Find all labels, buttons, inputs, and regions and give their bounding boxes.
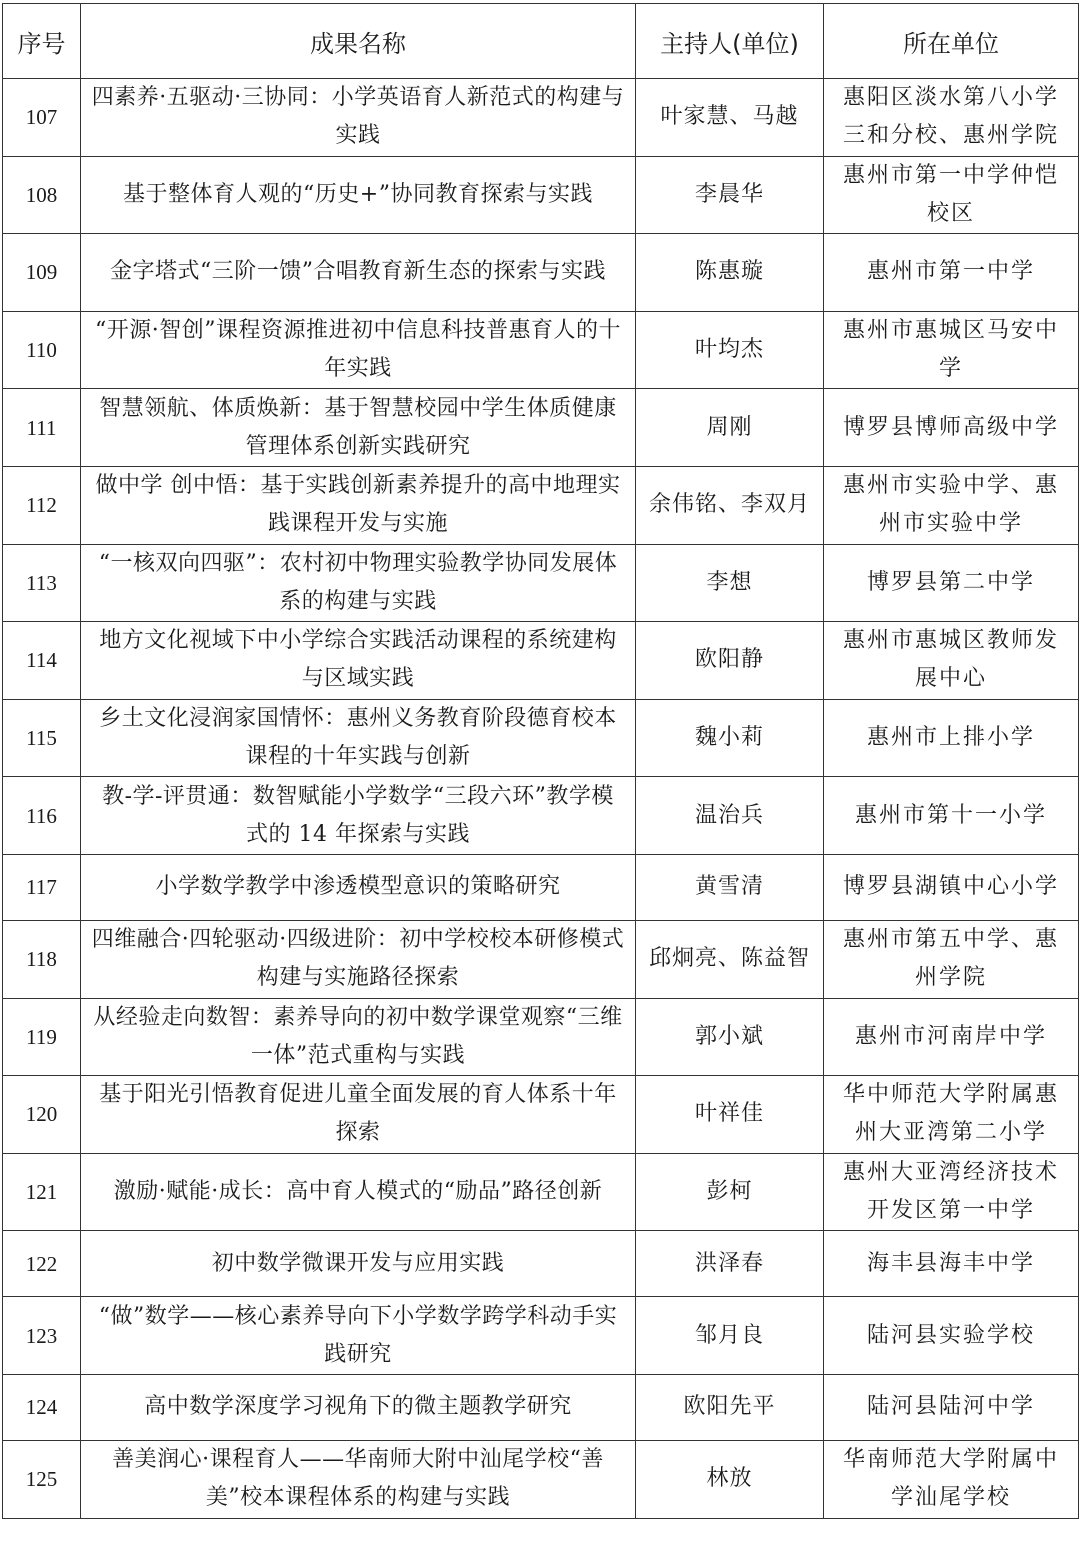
results-table xyxy=(2,3,1079,1519)
table-row xyxy=(3,622,1079,700)
row-number: 107 xyxy=(3,79,81,157)
row-host: 周刚 xyxy=(636,389,824,467)
row-unit: 华南师范大学附属中学汕尾学校 xyxy=(824,1440,1079,1518)
row-unit: 陆河县陆河中学 xyxy=(824,1374,1079,1440)
row-unit: 惠州市惠城区马安中学 xyxy=(824,311,1079,389)
row-title: 基于阳光引悟教育促进儿童全面发展的育人体系十年探索 xyxy=(81,1076,636,1154)
row-number: 121 xyxy=(3,1153,81,1231)
row-unit: 海丰县海丰中学 xyxy=(824,1231,1079,1297)
row-title: 基于整体育人观的“历史+”协同教育探索与实践 xyxy=(81,156,636,234)
table-row xyxy=(3,998,1079,1076)
table-row xyxy=(3,311,1079,389)
row-title: “开源·智创”课程资源推进初中信息科技普惠育人的十年实践 xyxy=(81,311,636,389)
row-host: 李想 xyxy=(636,544,824,622)
row-number: 109 xyxy=(3,234,81,312)
row-unit: 惠州市第五中学、惠州学院 xyxy=(824,920,1079,998)
row-title: 地方文化视域下中小学综合实践活动课程的系统建构与区域实践 xyxy=(81,622,636,700)
row-host: 邱炯亮、陈益智 xyxy=(636,920,824,998)
row-number: 125 xyxy=(3,1440,81,1518)
row-title: 从经验走向数智：素养导向的初中数学课堂观察“三维一体”范式重构与实践 xyxy=(81,998,636,1076)
row-title: 金字塔式“三阶一馈”合唱教育新生态的探索与实践 xyxy=(81,234,636,312)
row-host: 彭柯 xyxy=(636,1153,824,1231)
row-unit: 博罗县博师高级中学 xyxy=(824,389,1079,467)
row-title: 教-学-评贯通：数智赋能小学数学“三段六环”教学模式的 14 年探索与实践 xyxy=(81,777,636,855)
row-title: 四维融合·四轮驱动·四级进阶：初中学校校本研修模式构建与实施路径探索 xyxy=(81,920,636,998)
row-unit: 惠州市上排小学 xyxy=(824,699,1079,777)
table-row xyxy=(3,389,1079,467)
row-unit: 惠阳区淡水第八小学三和分校、惠州学院 xyxy=(824,79,1079,157)
table-row xyxy=(3,234,1079,312)
row-host: 陈惠璇 xyxy=(636,234,824,312)
table-row xyxy=(3,544,1079,622)
header-row xyxy=(3,4,1079,79)
row-title: “一核双向四驱”：农村初中物理实验教学协同发展体系的构建与实践 xyxy=(81,544,636,622)
row-number: 111 xyxy=(3,389,81,467)
row-number: 116 xyxy=(3,777,81,855)
row-host: 郭小斌 xyxy=(636,998,824,1076)
row-number: 120 xyxy=(3,1076,81,1154)
row-title: 智慧领航、体质焕新：基于智慧校园中学生体质健康管理体系创新实践研究 xyxy=(81,389,636,467)
header-number: 序号 xyxy=(3,4,81,79)
row-title: 善美润心·课程育人——华南师大附中汕尾学校“善美”校本课程体系的构建与实践 xyxy=(81,1440,636,1518)
row-title: 初中数学微课开发与应用实践 xyxy=(81,1231,636,1297)
row-unit: 陆河县实验学校 xyxy=(824,1297,1079,1375)
row-unit: 华中师范大学附属惠州大亚湾第二小学 xyxy=(824,1076,1079,1154)
row-title: 激励·赋能·成长：高中育人模式的“励品”路径创新 xyxy=(81,1153,636,1231)
row-host: 黄雪清 xyxy=(636,854,824,920)
table-row xyxy=(3,1374,1079,1440)
row-unit: 惠州市第一中学仲恺校区 xyxy=(824,156,1079,234)
row-number: 108 xyxy=(3,156,81,234)
row-host: 魏小莉 xyxy=(636,699,824,777)
table-row xyxy=(3,1231,1079,1297)
row-unit: 博罗县湖镇中心小学 xyxy=(824,854,1079,920)
row-title: 小学数学教学中渗透模型意识的策略研究 xyxy=(81,854,636,920)
row-number: 113 xyxy=(3,544,81,622)
row-host: 叶家慧、马越 xyxy=(636,79,824,157)
row-unit: 惠州市河南岸中学 xyxy=(824,998,1079,1076)
row-unit: 惠州市第一中学 xyxy=(824,234,1079,312)
row-host: 欧阳静 xyxy=(636,622,824,700)
row-host: 温治兵 xyxy=(636,777,824,855)
header-unit: 所在单位 xyxy=(824,4,1079,79)
header-host: 主持人(单位) xyxy=(636,4,824,79)
table-row xyxy=(3,1297,1079,1375)
row-unit: 惠州市实验中学、惠州市实验中学 xyxy=(824,466,1079,544)
table-row xyxy=(3,79,1079,157)
row-host: 余伟铭、李双月 xyxy=(636,466,824,544)
row-unit: 惠州市惠城区教师发展中心 xyxy=(824,622,1079,700)
row-number: 118 xyxy=(3,920,81,998)
row-host: 欧阳先平 xyxy=(636,1374,824,1440)
row-number: 110 xyxy=(3,311,81,389)
row-number: 124 xyxy=(3,1374,81,1440)
row-title: 做中学 创中悟：基于实践创新素养提升的高中地理实践课程开发与实施 xyxy=(81,466,636,544)
row-host: 叶均杰 xyxy=(636,311,824,389)
row-title: 高中数学深度学习视角下的微主题教学研究 xyxy=(81,1374,636,1440)
row-unit: 博罗县第二中学 xyxy=(824,544,1079,622)
row-unit: 惠州大亚湾经济技术开发区第一中学 xyxy=(824,1153,1079,1231)
table-row xyxy=(3,156,1079,234)
row-unit: 惠州市第十一小学 xyxy=(824,777,1079,855)
row-title: “做”数学——核心素养导向下小学数学跨学科动手实践研究 xyxy=(81,1297,636,1375)
table-row xyxy=(3,699,1079,777)
row-number: 122 xyxy=(3,1231,81,1297)
row-host: 邹月良 xyxy=(636,1297,824,1375)
table-row xyxy=(3,854,1079,920)
table-row xyxy=(3,1076,1079,1154)
table-row xyxy=(3,1440,1079,1518)
row-number: 115 xyxy=(3,699,81,777)
row-number: 114 xyxy=(3,622,81,700)
row-number: 119 xyxy=(3,998,81,1076)
table-row xyxy=(3,466,1079,544)
table-row xyxy=(3,920,1079,998)
table-row xyxy=(3,1153,1079,1231)
row-host: 林放 xyxy=(636,1440,824,1518)
row-host: 李晨华 xyxy=(636,156,824,234)
row-host: 叶祥佳 xyxy=(636,1076,824,1154)
header-title: 成果名称 xyxy=(81,4,636,79)
row-title: 乡土文化浸润家国情怀：惠州义务教育阶段德育校本课程的十年实践与创新 xyxy=(81,699,636,777)
row-host: 洪泽春 xyxy=(636,1231,824,1297)
row-number: 123 xyxy=(3,1297,81,1375)
table-row xyxy=(3,777,1079,855)
row-number: 112 xyxy=(3,466,81,544)
row-title: 四素养·五驱动·三协同：小学英语育人新范式的构建与实践 xyxy=(81,79,636,157)
row-number: 117 xyxy=(3,854,81,920)
